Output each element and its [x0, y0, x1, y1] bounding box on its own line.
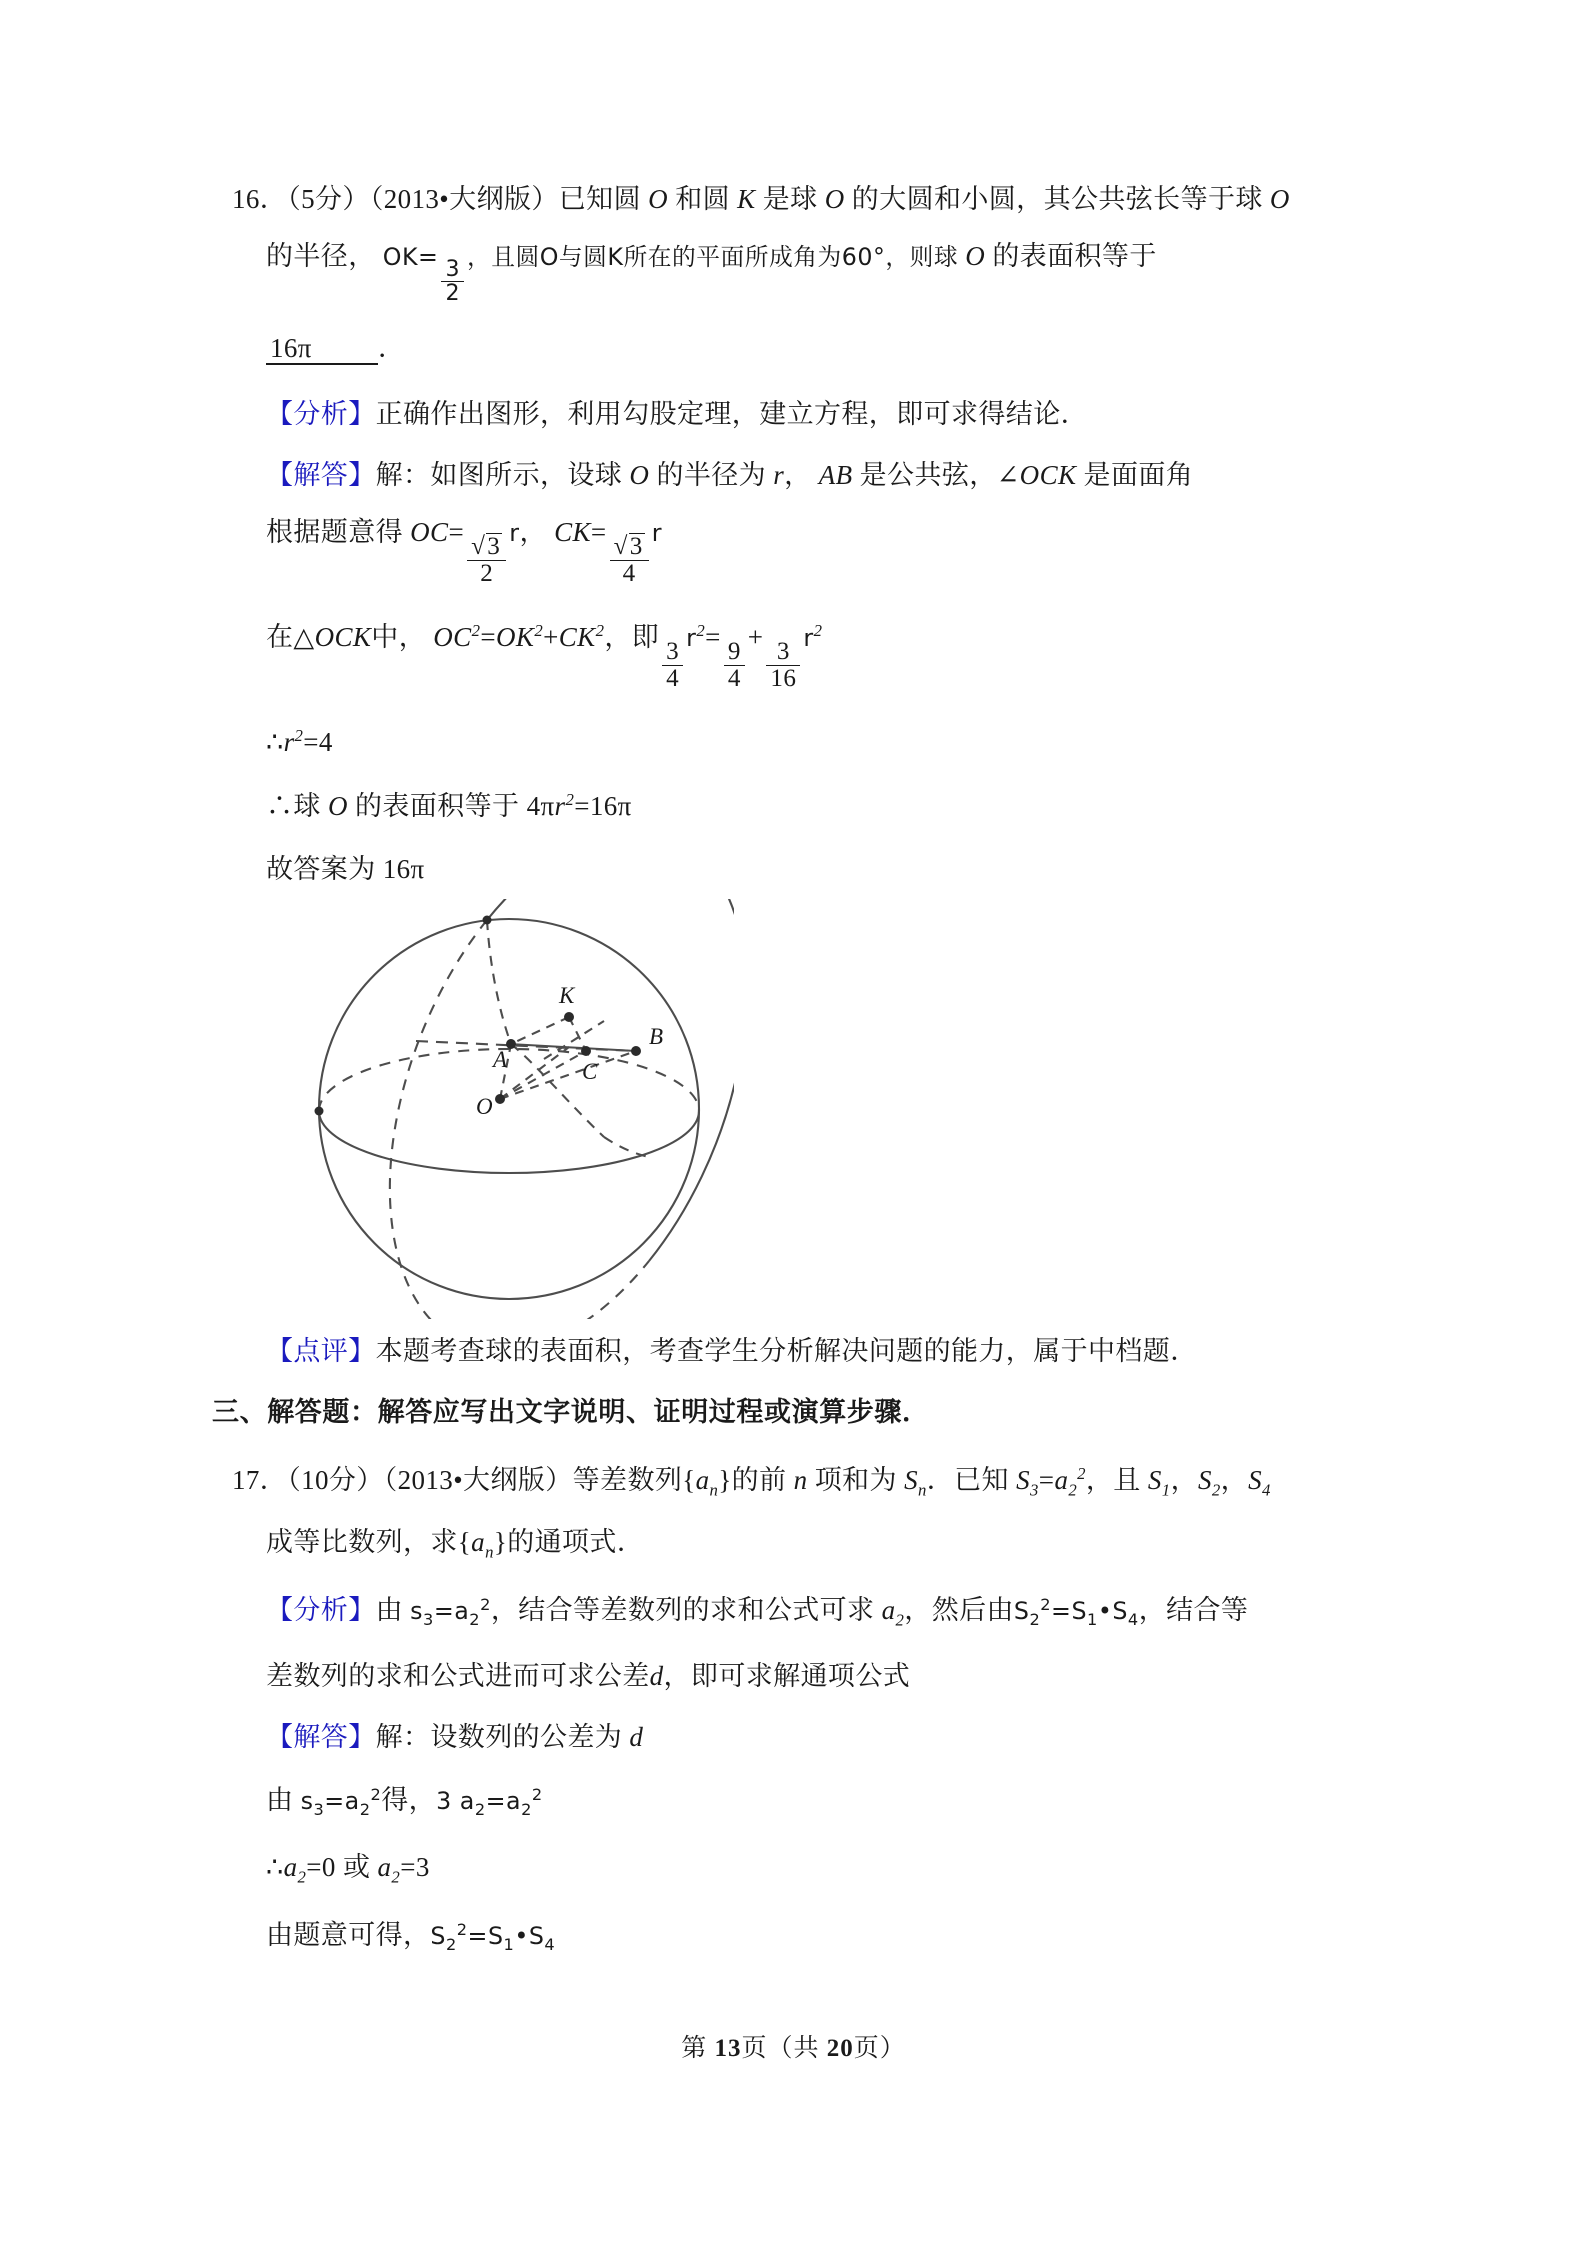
formula-s2sq-eq-s1s4-2: $S_2^2=S_1•S_4$: [430, 1920, 556, 1954]
problem-16-step-1: [232, 516, 1352, 587]
pole-meridian-dashed: [487, 920, 511, 1044]
ok-sq: OK: [496, 621, 535, 652]
formula-ok-equals: [382, 243, 467, 307]
final-answer-text: 故答案为 16π: [266, 853, 425, 884]
a2-value-2: =3: [400, 1851, 430, 1882]
equals: =: [1038, 1464, 1055, 1495]
formula-3a2-eq-a2sq: 3 $a_2=a_2^2$: [436, 1784, 543, 1819]
comma: ，: [784, 459, 812, 490]
problem-16-source: （2013•大纲版）: [369, 184, 559, 214]
circle-o-label: O: [648, 184, 669, 214]
sphere-o-label-2: O: [1269, 184, 1290, 214]
fraction-9-over-4: $\frac{9}{4}$: [724, 639, 745, 692]
stem-text: 成等比数列，求{: [266, 1526, 472, 1557]
step2-mid: 中，: [371, 621, 427, 652]
small-circle-arc: [511, 1044, 604, 1137]
sphere-figure: [304, 899, 1352, 1324]
problem-16-step-4: ∴球 O 的表面积等于 $4\pi r^2=16\pi$: [266, 789, 632, 821]
triangle-ock: OCK: [314, 621, 372, 652]
problem-16-stem-line-1: [232, 186, 1352, 213]
point-a: [506, 1039, 516, 1049]
problem-17-solution-head: [232, 1721, 1352, 1752]
ck-sq: CK: [558, 621, 596, 652]
footer-mid: 页（共: [741, 2035, 820, 2062]
sol-de: 得，: [381, 1784, 437, 1815]
therefore-sphere: ∴球: [266, 790, 321, 821]
sphere-o-sol: O: [629, 459, 650, 490]
equals: =: [590, 516, 607, 547]
problem-17-sol-line-4: [232, 1919, 1352, 1954]
segment-ck: CK: [554, 516, 591, 547]
fraction-sqrt3-over-2: $\frac{√3}{2}$: [467, 533, 506, 587]
fraction-sqrt3-over-4: $\frac{√3}{4}$: [610, 533, 649, 587]
answer-blank: 16π: [266, 335, 378, 365]
equals: =: [480, 621, 496, 652]
solution-lead: 解：设数列的公差为: [375, 1721, 623, 1752]
problem-17: [232, 1463, 1352, 1954]
problem-17-sol-line-3: $\therefore a_2=0$ 或 $a_2=3$: [266, 1851, 430, 1887]
footer-prefix: 第: [681, 2035, 708, 2062]
a2-b: a: [377, 1851, 392, 1882]
stem-text: ．已知: [926, 1464, 1009, 1495]
angle-ock: OCK: [1019, 459, 1077, 490]
point-o: [495, 1094, 505, 1104]
analysis-text: 正确作出图形，利用勾股定理，建立方程，即可求得结论．: [375, 398, 1089, 429]
stem-text: 等差数列{: [572, 1464, 696, 1495]
a2: a: [1054, 1464, 1069, 1495]
problem-17-analysis-line-1: 【分析】由 $s_3=a_2^2$，结合等差数列的求和公式可求 $a_2$，然后由$S_2^2=S_1•S_4$，结合等: [266, 1594, 1249, 1630]
problem-16-solution-head: [232, 459, 1352, 490]
segment-o-to-c: [500, 1051, 586, 1099]
fraction-3-over-2: $\frac{3}{2}$: [441, 258, 464, 305]
surface-area-value: =16π: [574, 790, 632, 821]
seq-a: a: [695, 1464, 710, 1495]
stem-text-2: ，且圆O与圆K所在的平面所成角为60°，则球: [466, 243, 959, 271]
chord-ab: AB: [818, 459, 853, 490]
seq-a: a: [471, 1526, 486, 1557]
r-term-2: r: [803, 623, 814, 652]
point-left: [315, 1106, 324, 1115]
ok-label: OK=: [382, 243, 439, 271]
segment-o-to-b: [500, 1051, 636, 1099]
r-symbol: r: [554, 790, 566, 821]
surface-area-text: 的表面积等于 4π: [355, 790, 555, 821]
tilted-circle-back: [390, 920, 649, 1319]
sphere-o-label-3: O: [965, 241, 986, 271]
figure-label-c: C: [582, 1058, 598, 1084]
a2: a: [283, 1851, 298, 1882]
sum-S: S: [904, 1464, 918, 1495]
sol-by: 由: [266, 1784, 301, 1815]
comment-tag: 【点评】: [266, 1335, 376, 1366]
solution-tag: 【解答】: [266, 1721, 376, 1752]
small-circle-arc-2: [604, 1137, 649, 1157]
circle-k-label: K: [737, 184, 756, 214]
stem-text: 和圆: [675, 184, 730, 214]
step2-comma: ，即: [604, 621, 660, 652]
equals: =: [705, 621, 721, 652]
sphere-o-label: O: [824, 184, 845, 214]
index-n: n: [793, 1464, 808, 1495]
figure-label-a: A: [493, 1046, 508, 1072]
equator-front: [319, 1111, 699, 1173]
stem-text: }的前: [718, 1464, 787, 1495]
analysis-tail: ，结合等: [1138, 1594, 1249, 1625]
analysis-by: 由: [375, 1594, 411, 1625]
common-difference-d: d: [629, 1721, 644, 1752]
oc-sq: OC: [433, 621, 472, 652]
segment-k-to-a: [511, 1017, 569, 1044]
sol-line4-lead: 由题意可得，: [266, 1919, 431, 1950]
stem-text: 项和为: [814, 1464, 897, 1495]
plus: +: [543, 621, 559, 652]
S1: S: [1147, 1464, 1162, 1495]
sphere-diagram-svg: [304, 899, 734, 1319]
page-content: [212, 184, 1352, 1979]
footer-page-number: 13: [714, 2035, 742, 2062]
analysis-then: ，然后由: [904, 1594, 1014, 1625]
r-term-2: r: [651, 518, 662, 547]
problem-17-stem-line-2: 成等比数列，求$\{a_n\}$的通项式．: [266, 1526, 645, 1562]
point-pole: [483, 915, 492, 924]
r-term: r: [686, 623, 697, 652]
page-footer: [0, 2028, 1587, 2064]
problem-17-sol-line-2: [232, 1784, 1352, 1819]
point-k: [564, 1012, 574, 1022]
footer-suffix: 页）: [853, 2035, 906, 2062]
analysis-line2-end: ，即可求解通项公式: [663, 1660, 911, 1691]
S2: S: [1197, 1464, 1212, 1495]
chord-text: 是公共弦，∠: [859, 459, 1020, 490]
problem-16-comment: [232, 1335, 1352, 1366]
radius-r: r: [773, 459, 785, 490]
dihedral-text: 是面面角: [1083, 459, 1194, 490]
step2-lead: 在△: [266, 621, 315, 652]
segment-cross: [544, 1021, 604, 1059]
problem-16-stem-line-2: [232, 243, 1352, 305]
answer-period: ．: [378, 332, 406, 363]
solution-lead: 解：如图所示，设球: [375, 459, 623, 490]
solution-mid: 的半径为: [656, 459, 767, 490]
therefore-symbol: ∴: [266, 726, 284, 757]
comment-text: 本题考查球的表面积，考查学生分析解决问题的能力，属于中档题．: [375, 1335, 1198, 1366]
fraction-3-over-4: $\frac{3}{4}$: [662, 639, 683, 692]
r-symbol: r: [283, 726, 295, 757]
therefore-symbol: ∴: [266, 1851, 284, 1882]
stem-text: }的通项式．: [493, 1526, 645, 1557]
problem-16-points: （5分）: [287, 184, 370, 214]
fraction-3-over-16: $\frac{3}{16}$: [766, 639, 800, 692]
footer-total-pages: 20: [826, 2035, 854, 2062]
problem-17-points: （10分）: [287, 1464, 384, 1495]
formula-s3-eq-a2sq: $s_3=a_2^2$: [410, 1594, 491, 1629]
segment-o-to-k: [500, 1047, 569, 1099]
plus: +: [747, 621, 764, 652]
stem-text: ，且: [1085, 1464, 1141, 1495]
stem-text: 是球: [762, 184, 818, 214]
common-difference-d: d: [649, 1660, 664, 1691]
segment-k-to-c: [569, 1017, 586, 1051]
equator-back: [319, 1046, 699, 1111]
sphere-o-4: O: [327, 790, 348, 821]
r-term: r: [509, 518, 520, 547]
point-b: [631, 1046, 641, 1056]
problem-17-source: （2013•大纲版）: [383, 1464, 573, 1495]
formula-s3-eq-a2sq-2: $s_3=a_2^2$: [300, 1784, 382, 1819]
r-squared-value: =4: [303, 726, 333, 757]
a2: a: [881, 1594, 896, 1625]
analysis-tag: 【分析】: [266, 1594, 376, 1625]
figure-points: [315, 915, 642, 1115]
problem-16-step-2: 在△OCK中， $OC^2=OK^2+CK^2$，即 $\frac{3}{4}$ $r^2=$ $\frac{9}{4}$ + $\frac{3}{16}$ $r^2$: [266, 620, 823, 692]
formula-s2sq-eq-s1s4: $S_2^2=S_1•S_4$: [1013, 1594, 1139, 1629]
stem-text-3: 的表面积等于: [992, 241, 1157, 271]
problem-16-step-3: $\therefore r^2=4$: [266, 725, 333, 757]
figure-label-k: K: [559, 982, 575, 1008]
point-c: [581, 1046, 591, 1056]
sphere-outline: [319, 919, 699, 1299]
S3: S: [1016, 1464, 1031, 1495]
analysis-tag: 【分析】: [266, 398, 376, 429]
stem-text: 的半径，: [266, 241, 376, 271]
step1-lead: 根据题意得: [266, 516, 411, 547]
equals: =: [448, 516, 465, 547]
comma: ，: [519, 516, 547, 547]
a2-value-1: =0 或: [306, 1851, 378, 1882]
stem-text: 的大圆和小圆，其公共弦长等于球: [851, 184, 1263, 214]
problem-17-stem-line-1: 17．（10分）（2013•大纲版）等差数列$\{a_n\}$的前 n 项和为 $S_n$．已知 $S_3=a_2^2$，且 $S_1$，$S_2$，$S_4$: [232, 1463, 1271, 1499]
problem-16-analysis: [232, 398, 1352, 429]
problem-16-answer-line: [232, 332, 1352, 365]
S4: S: [1248, 1464, 1262, 1495]
problem-17-number: 17．: [232, 1464, 288, 1495]
problem-17-analysis-line-2: [232, 1660, 1352, 1691]
analysis-line2: 差数列的求和公式进而可求公差: [266, 1660, 650, 1691]
section-3-heading: 三、解答题：解答应写出文字说明、证明过程或演算步骤．: [212, 1396, 930, 1427]
solution-tag: 【解答】: [266, 459, 376, 490]
figure-label-b: B: [649, 1023, 664, 1049]
analysis-mid: ，结合等差数列的求和公式可求: [490, 1594, 882, 1625]
figure-label-o: O: [476, 1093, 493, 1119]
problem-16-number: 16．: [232, 184, 288, 214]
stem-text: 已知圆: [558, 184, 641, 214]
problem-16: [232, 186, 1352, 1365]
segment-oc: OC: [410, 516, 449, 547]
problem-16-step-5: [232, 853, 1352, 884]
